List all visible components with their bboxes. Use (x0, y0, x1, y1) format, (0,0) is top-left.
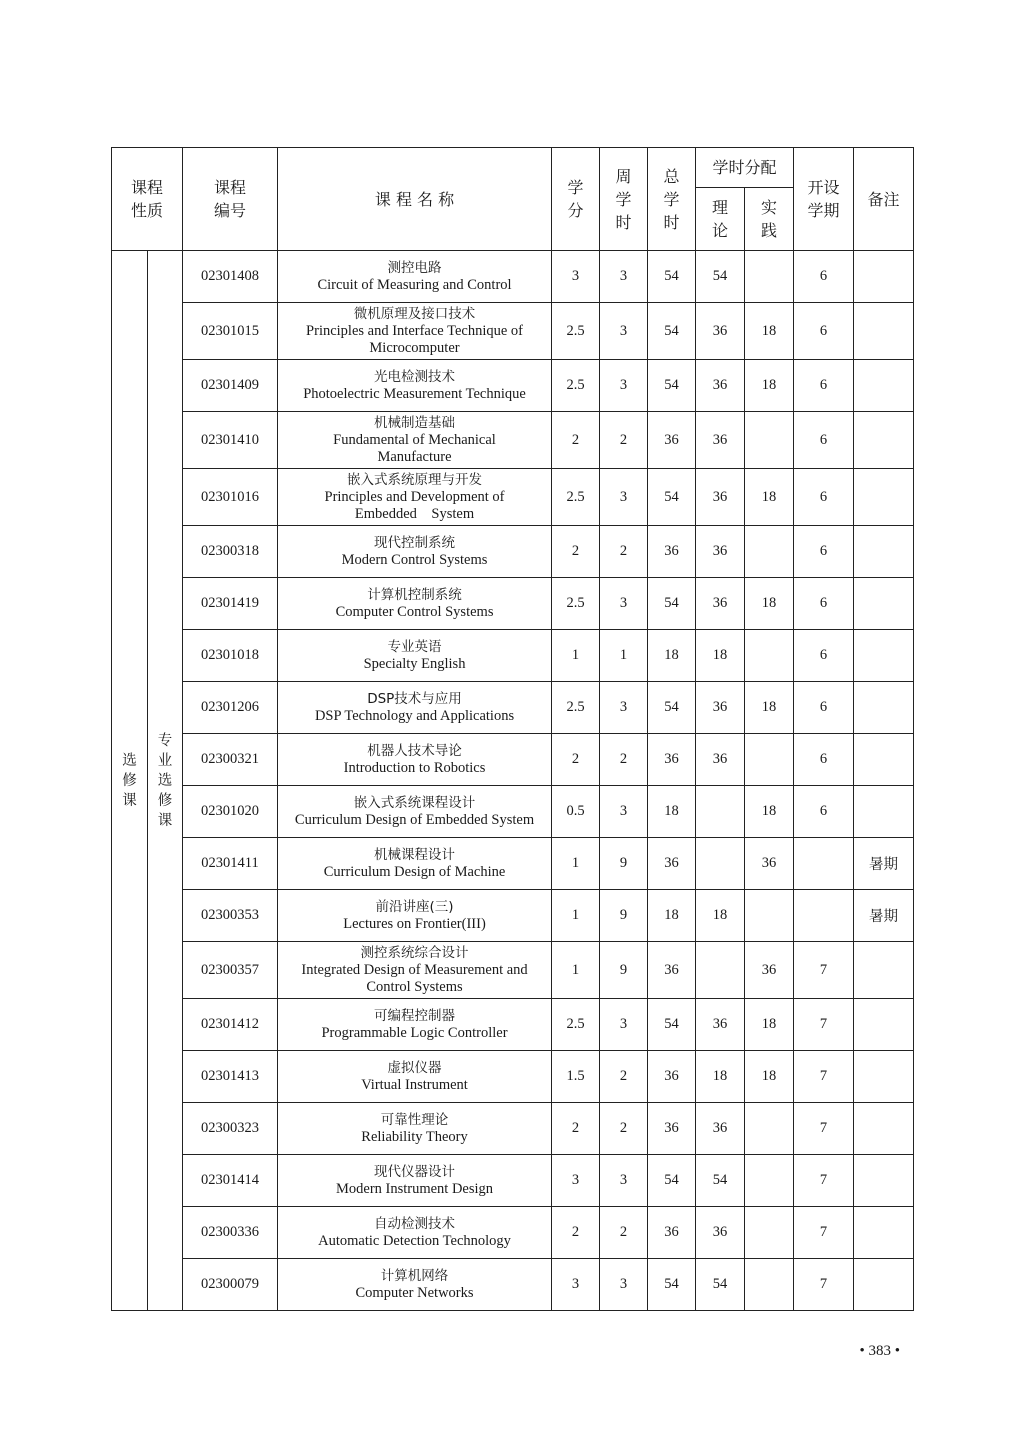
theory-hours-cell: 18 (696, 1051, 745, 1103)
semester-cell: 6 (794, 526, 854, 578)
credit-cell: 1 (552, 942, 600, 999)
credit-cell: 2 (552, 412, 600, 469)
course-name-cn: 光电检测技术 (374, 368, 456, 385)
course-code: 02301410 (183, 412, 278, 469)
semester-cell: 6 (794, 251, 854, 303)
table-row (112, 630, 914, 682)
course-name (278, 1155, 552, 1207)
practice-hours-cell (745, 1155, 794, 1207)
remark-cell (854, 1155, 914, 1207)
course-name-cn: 可靠性理论 (380, 1111, 449, 1128)
weekly-hours-cell: 3 (600, 251, 648, 303)
course-code: 02300079 (183, 1259, 278, 1311)
course-name (278, 303, 552, 360)
remark-cell (854, 526, 914, 578)
practice-hours-cell (745, 1103, 794, 1155)
theory-hours-cell: 36 (696, 1103, 745, 1155)
total-hours-cell: 36 (648, 1103, 696, 1155)
semester-cell: 6 (794, 682, 854, 734)
header-credit: 学 分 (552, 148, 600, 251)
total-hours-cell: 54 (648, 999, 696, 1051)
remark-cell (854, 1051, 914, 1103)
credit-cell: 2 (552, 1103, 600, 1155)
weekly-hours-cell: 2 (600, 1207, 648, 1259)
practice-hours-cell (745, 890, 794, 942)
course-name-en: Computer Networks (355, 1284, 474, 1301)
semester-cell: 6 (794, 578, 854, 630)
category-char: 业 (157, 752, 173, 769)
semester-cell (794, 890, 854, 942)
total-hours-cell: 54 (648, 303, 696, 360)
theory-hours-cell: 54 (696, 1259, 745, 1311)
course-name-en: Virtual Instrument (361, 1076, 468, 1093)
total-hours-cell: 36 (648, 942, 696, 999)
course-code: 02300321 (183, 734, 278, 786)
practice-hours-cell: 18 (745, 469, 794, 526)
practice-hours-cell (745, 1207, 794, 1259)
course-name-cn: 现代仪器设计 (374, 1163, 456, 1180)
course-name (278, 1103, 552, 1155)
credit-cell: 1 (552, 630, 600, 682)
table-row (112, 682, 914, 734)
total-hours-cell: 54 (648, 360, 696, 412)
total-hours-cell: 18 (648, 890, 696, 942)
course-name-en: Computer Control Systems (335, 603, 494, 620)
course-code: 02301206 (183, 682, 278, 734)
semester-cell: 6 (794, 630, 854, 682)
theory-hours-cell: 36 (696, 578, 745, 630)
course-name-cn: 测控电路 (387, 259, 442, 276)
course-name-en: Circuit of Measuring and Control (317, 276, 512, 293)
course-name-cn: 嵌入式系统原理与开发 (347, 471, 483, 488)
course-name-en: Control Systems (366, 978, 463, 995)
course-name-cn: 机器人技术导论 (367, 742, 462, 759)
semester-cell: 7 (794, 1155, 854, 1207)
table-row (112, 1207, 914, 1259)
remark-cell (854, 1103, 914, 1155)
table-row (112, 1051, 914, 1103)
theory-hours-cell: 36 (696, 303, 745, 360)
semester-cell: 6 (794, 469, 854, 526)
semester-cell: 6 (794, 786, 854, 838)
table-row (112, 999, 914, 1051)
table-row (112, 942, 914, 999)
theory-hours-cell: 54 (696, 251, 745, 303)
course-name (278, 360, 552, 412)
course-name-cn: 测控系统综合设计 (360, 944, 469, 961)
weekly-hours-cell: 3 (600, 999, 648, 1051)
credit-cell: 2.5 (552, 682, 600, 734)
weekly-hours-cell: 9 (600, 942, 648, 999)
course-code: 02301408 (183, 251, 278, 303)
total-hours-cell: 36 (648, 412, 696, 469)
course-name (278, 630, 552, 682)
practice-hours-cell: 36 (745, 942, 794, 999)
remark-cell (854, 469, 914, 526)
course-name (278, 469, 552, 526)
weekly-hours-cell: 3 (600, 682, 648, 734)
course-name (278, 942, 552, 999)
course-name (278, 999, 552, 1051)
header-course-name: 课 程 名 称 (278, 148, 552, 251)
practice-hours-cell: 36 (745, 838, 794, 890)
course-name-en: Integrated Design of Measurement and (301, 961, 528, 978)
course-code: 02301412 (183, 999, 278, 1051)
theory-hours-cell: 54 (696, 1155, 745, 1207)
header-course-nature: 课程 性质 (112, 148, 183, 251)
remark-cell: 暑期 (854, 838, 914, 890)
table-row (112, 838, 914, 890)
table-body (112, 251, 914, 1311)
course-name-en: Photoelectric Measurement Technique (303, 385, 526, 402)
course-name-en: Curriculum Design of Machine (323, 863, 506, 880)
remark-cell (854, 578, 914, 630)
total-hours-cell: 36 (648, 526, 696, 578)
table-row (112, 526, 914, 578)
semester-cell (794, 838, 854, 890)
table-row (112, 360, 914, 412)
nature-char: 修 (122, 772, 137, 789)
course-name-en: Microcomputer (369, 339, 460, 356)
credit-cell: 2 (552, 526, 600, 578)
weekly-hours-cell: 2 (600, 412, 648, 469)
course-code: 02301018 (183, 630, 278, 682)
course-name-cn: 嵌入式系统课程设计 (353, 794, 476, 811)
weekly-hours-cell: 1 (600, 630, 648, 682)
credit-cell: 0.5 (552, 786, 600, 838)
credit-cell: 3 (552, 251, 600, 303)
weekly-hours-cell: 2 (600, 1103, 648, 1155)
total-hours-cell: 36 (648, 1051, 696, 1103)
course-name-cn: 自动检测技术 (374, 1215, 456, 1232)
course-name (278, 1051, 552, 1103)
header-total-hours: 总 学 时 (648, 148, 696, 251)
course-code: 02301015 (183, 303, 278, 360)
practice-hours-cell: 18 (745, 682, 794, 734)
weekly-hours-cell: 2 (600, 734, 648, 786)
weekly-hours-cell: 9 (600, 838, 648, 890)
total-hours-cell: 36 (648, 1207, 696, 1259)
course-name-en: Modern Control Systems (341, 551, 488, 568)
course-name-en: Automatic Detection Technology (318, 1232, 511, 1249)
table-row (112, 251, 914, 303)
course-code: 02301016 (183, 469, 278, 526)
course-code: 02300318 (183, 526, 278, 578)
course-name (278, 786, 552, 838)
weekly-hours-cell: 3 (600, 303, 648, 360)
semester-cell: 6 (794, 734, 854, 786)
theory-hours-cell: 18 (696, 630, 745, 682)
nature-cell (112, 251, 148, 1311)
credit-cell: 1 (552, 890, 600, 942)
table-row (112, 303, 914, 360)
category-char: 选 (157, 772, 173, 789)
course-code: 02301419 (183, 578, 278, 630)
course-name (278, 682, 552, 734)
practice-hours-cell: 18 (745, 360, 794, 412)
course-name (278, 1207, 552, 1259)
credit-cell: 2.5 (552, 469, 600, 526)
course-name-cn: 可编程控制器 (374, 1007, 456, 1024)
credit-cell: 2.5 (552, 360, 600, 412)
practice-hours-cell: 18 (745, 303, 794, 360)
semester-cell: 7 (794, 999, 854, 1051)
nature-char: 课 (122, 792, 137, 809)
course-name-cn: 计算机控制系统 (367, 586, 462, 603)
total-hours-cell: 54 (648, 1155, 696, 1207)
course-code: 02300323 (183, 1103, 278, 1155)
remark-cell (854, 1207, 914, 1259)
table-row (112, 578, 914, 630)
course-name (278, 578, 552, 630)
theory-hours-cell: 36 (696, 360, 745, 412)
remark-cell (854, 303, 914, 360)
remark-cell (854, 682, 914, 734)
course-name-en: Specialty English (363, 655, 466, 672)
weekly-hours-cell: 2 (600, 526, 648, 578)
course-name (278, 734, 552, 786)
practice-hours-cell (745, 1259, 794, 1311)
theory-hours-cell: 36 (696, 999, 745, 1051)
remark-cell (854, 942, 914, 999)
practice-hours-cell: 18 (745, 1051, 794, 1103)
course-name-en: Curriculum Design of Embedded System (294, 811, 535, 828)
practice-hours-cell (745, 734, 794, 786)
course-name (278, 526, 552, 578)
credit-cell: 2 (552, 1207, 600, 1259)
header-weekly-hours: 周 学 时 (600, 148, 648, 251)
total-hours-cell: 54 (648, 1259, 696, 1311)
table-row (112, 1259, 914, 1311)
theory-hours-cell (696, 942, 745, 999)
course-name-en: Programmable Logic Controller (321, 1024, 508, 1041)
weekly-hours-cell: 3 (600, 578, 648, 630)
table-header (112, 148, 914, 251)
total-hours-cell: 36 (648, 838, 696, 890)
semester-cell: 6 (794, 360, 854, 412)
course-name-cn: 计算机网络 (380, 1267, 449, 1284)
course-name (278, 1259, 552, 1311)
weekly-hours-cell: 3 (600, 786, 648, 838)
course-table (111, 147, 914, 1311)
semester-cell: 7 (794, 1259, 854, 1311)
course-name (278, 890, 552, 942)
semester-cell: 7 (794, 942, 854, 999)
practice-hours-cell: 18 (745, 578, 794, 630)
course-name-en: Modern Instrument Design (335, 1180, 494, 1197)
nature-char: 选 (122, 752, 137, 769)
total-hours-cell: 54 (648, 251, 696, 303)
course-code: 02301409 (183, 360, 278, 412)
practice-hours-cell: 18 (745, 786, 794, 838)
credit-cell: 2.5 (552, 303, 600, 360)
page-number: • 383 • (859, 1343, 900, 1359)
course-code: 02301411 (183, 838, 278, 890)
course-name (278, 251, 552, 303)
weekly-hours-cell: 3 (600, 1259, 648, 1311)
remark-cell: 暑期 (854, 890, 914, 942)
credit-cell: 2.5 (552, 578, 600, 630)
course-name (278, 412, 552, 469)
theory-hours-cell: 36 (696, 469, 745, 526)
credit-cell: 2 (552, 734, 600, 786)
remark-cell (854, 734, 914, 786)
remark-cell (854, 630, 914, 682)
remark-cell (854, 251, 914, 303)
total-hours-cell: 54 (648, 682, 696, 734)
table-row (112, 890, 914, 942)
course-code: 02300357 (183, 942, 278, 999)
course-name-en: Lectures on Frontier(III) (343, 915, 486, 932)
total-hours-cell: 18 (648, 630, 696, 682)
practice-hours-cell (745, 630, 794, 682)
course-name-cn: DSP技术与应用 (367, 690, 462, 707)
category-char: 专 (157, 732, 173, 749)
header-semester: 开设 学期 (794, 148, 854, 251)
total-hours-cell: 18 (648, 786, 696, 838)
credit-cell: 2.5 (552, 999, 600, 1051)
theory-hours-cell: 36 (696, 734, 745, 786)
course-name-cn: 现代控制系统 (374, 534, 456, 551)
total-hours-cell: 54 (648, 578, 696, 630)
course-name-en: Principles and Development of (324, 488, 505, 505)
table-row (112, 1103, 914, 1155)
header-theory: 理 论 (696, 188, 745, 251)
remark-cell (854, 412, 914, 469)
total-hours-cell: 36 (648, 734, 696, 786)
course-name-cn: 前沿讲座(三) (375, 898, 454, 915)
course-name-cn: 微机原理及接口技术 (353, 305, 476, 322)
practice-hours-cell (745, 251, 794, 303)
course-name-cn: 专业英语 (387, 638, 442, 655)
category-char: 修 (157, 792, 173, 809)
table-row (112, 734, 914, 786)
practice-hours-cell (745, 526, 794, 578)
total-hours-cell: 54 (648, 469, 696, 526)
credit-cell: 1.5 (552, 1051, 600, 1103)
category-char: 课 (157, 812, 173, 829)
theory-hours-cell: 36 (696, 682, 745, 734)
semester-cell: 7 (794, 1207, 854, 1259)
table-row (112, 786, 914, 838)
theory-hours-cell (696, 838, 745, 890)
course-name-cn: 机械课程设计 (374, 846, 456, 863)
weekly-hours-cell: 9 (600, 890, 648, 942)
remark-cell (854, 999, 914, 1051)
theory-hours-cell: 36 (696, 526, 745, 578)
course-code: 02301020 (183, 786, 278, 838)
weekly-hours-cell: 3 (600, 469, 648, 526)
course-code: 02301413 (183, 1051, 278, 1103)
course-name-en: Introduction to Robotics (343, 759, 486, 776)
theory-hours-cell: 36 (696, 412, 745, 469)
course-name-en: DSP Technology and Applications (314, 707, 515, 724)
credit-cell: 3 (552, 1259, 600, 1311)
theory-hours-cell: 18 (696, 890, 745, 942)
header-remark: 备注 (854, 148, 914, 251)
course-code: 02300336 (183, 1207, 278, 1259)
weekly-hours-cell: 3 (600, 1155, 648, 1207)
category-cell (148, 251, 183, 1311)
header-course-code: 课程 编号 (183, 148, 278, 251)
course-name-en: Fundamental of Mechanical (333, 431, 496, 448)
theory-hours-cell (696, 786, 745, 838)
course-name-en: Embedded System (354, 505, 475, 522)
header-practice: 实 践 (745, 188, 794, 251)
semester-cell: 6 (794, 412, 854, 469)
credit-cell: 1 (552, 838, 600, 890)
remark-cell (854, 786, 914, 838)
semester-cell: 7 (794, 1051, 854, 1103)
practice-hours-cell: 18 (745, 999, 794, 1051)
weekly-hours-cell: 3 (600, 360, 648, 412)
remark-cell (854, 1259, 914, 1311)
remark-cell (854, 360, 914, 412)
course-name-cn: 机械制造基础 (374, 414, 456, 431)
course-code: 02301414 (183, 1155, 278, 1207)
theory-hours-cell: 36 (696, 1207, 745, 1259)
course-name-cn: 虚拟仪器 (387, 1059, 442, 1076)
course-code: 02300353 (183, 890, 278, 942)
course-name-en: Principles and Interface Technique of (306, 322, 523, 339)
semester-cell: 6 (794, 303, 854, 360)
credit-cell: 3 (552, 1155, 600, 1207)
table-row (112, 469, 914, 526)
semester-cell: 7 (794, 1103, 854, 1155)
weekly-hours-cell: 2 (600, 1051, 648, 1103)
course-name-en: Manufacture (377, 448, 452, 465)
practice-hours-cell (745, 412, 794, 469)
table-row (112, 1155, 914, 1207)
course-name-en: Reliability Theory (361, 1128, 468, 1145)
header-hour-allocation: 学时分配 (696, 148, 794, 188)
course-name (278, 838, 552, 890)
table-row (112, 412, 914, 469)
